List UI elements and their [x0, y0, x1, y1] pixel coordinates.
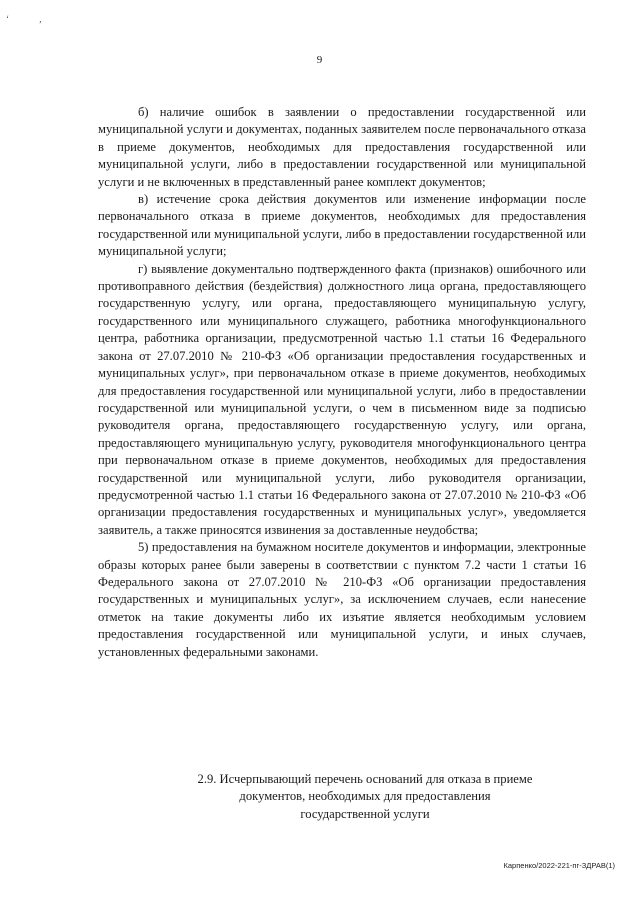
paragraph-b: б) наличие ошибок в заявлении о предоставлении государственной или муниципальной услуги и документах, поданных заявителем после первоначального отказа в приеме документов, необходимых для предоставления государственной или муниципальной услуги, либо в предоставлении государственной или муниципальной услуги и не включенных в представленный ранее комплект документов;: [98, 105, 586, 189]
section-heading: [98, 771, 632, 823]
footer-document-code: Карпенко/2022-221-пг-ЗДРАВ(1): [503, 861, 615, 870]
body-text: [98, 104, 586, 661]
page-number: 9: [316, 54, 323, 66]
section-heading-line: государственной услуги: [300, 806, 430, 821]
paragraph-g: г) выявление документально подтвержденного факта (признаков) ошибочного или противоправного действия (бездействия) должностного лица органа, предоставляющего государственную услугу, или органа, предоставляющего муниципальную услугу, государственного или муниципального служащего, работника многофункционального центра, работника организации, предусмотренной частью 1.1 статьи 16 Федерального закона от 27.07.2010 № 210-ФЗ «Об организации предоставления государственных и муниципальных услуг», при первоначальном отказе в приеме документов, необходимых для предоставления государственной или муниципальной услуги, либо в предоставлении государственной или муниципальной услуги, о чем в письменном виде за подписью руководителя органа, предоставляющего государственную услугу, или органа, предоставляющего муниципальную услугу, руководителя многофункционального центра при первоначальном отказе в приеме документов, необходимых для предоставления государственной или муниципальной услуги, либо руководителя организации, предусмотренной частью 1.1 статьи 16 Федерального закона от 27.07.2010 № 210-ФЗ «Об организации предоставления государственных и муниципальных услуг», уведомляется заявитель, а также приносятся извинения за доставленные неудобства;: [98, 261, 586, 537]
paragraph-5: 5) предоставления на бумажном носителе документов и информации, электронные образы которых ранее были заверены в соответствии с пунктом 7.2 части 1 статьи 16 Федерального закона от 27.07.2010 № 210-ФЗ «Об организации предоставления государственных и муниципальных услуг», за исключением случаев, если нанесение отметок на такие документы либо их изъятие является необходимым условием предоставления государственной или муниципальной услуги, и иных случаев, установленных федеральными законами.: [98, 540, 586, 659]
section-heading-line: документов, необходимых для предоставления: [239, 789, 491, 804]
paragraph-v: в) истечение срока действия документов или изменение информации после первоначального отказа в приеме документов, необходимых для предоставления государственной или муниципальной услуги, либо в предоставлении государственной или муниципальной услуги;: [98, 192, 586, 259]
section-heading-line: 2.9. Исчерпывающий перечень оснований для отказа в приеме: [197, 772, 533, 786]
scan-marks: ‘ ,: [6, 14, 56, 24]
